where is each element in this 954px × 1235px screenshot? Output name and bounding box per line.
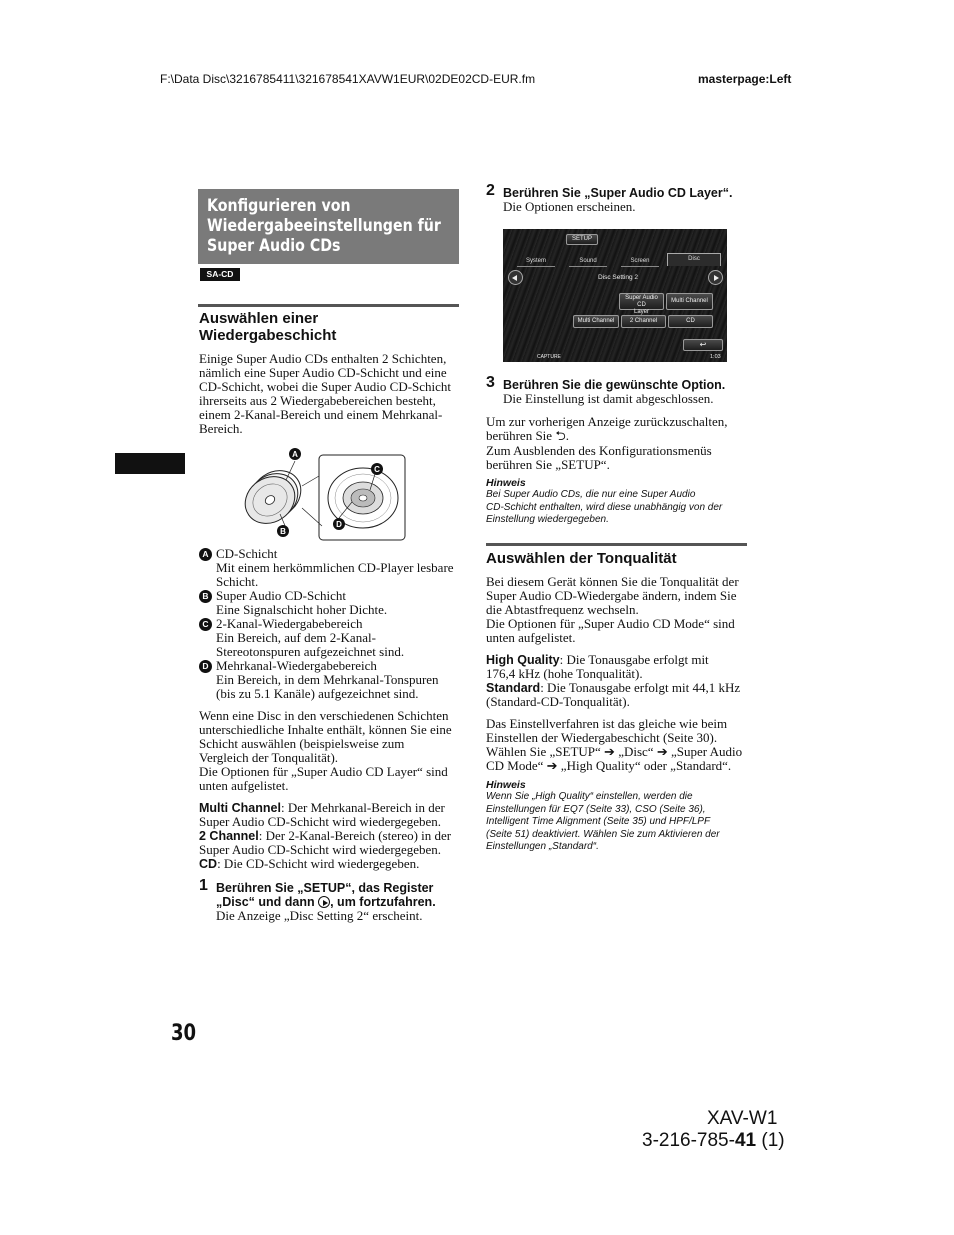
model-code: 3-216-785-41 (1)	[642, 1130, 785, 1151]
quality-options: High Quality: Die Tonausgabe erfolgt mit 176,4 kHz (hohe Tonqualität). Standard: Die Tonausgabe erfolgt mit 44,1 kHz (Standard-CD-Tonqualität).	[486, 652, 741, 709]
return-icon[interactable]: ↩	[683, 339, 723, 351]
next-arrow-icon[interactable]	[708, 270, 723, 285]
step-number: 1	[199, 877, 208, 894]
masterpage-label: masterpage:Left	[698, 72, 792, 86]
quality-procedure: Das Einstellverfahren ist das gleiche wie beim Einstellen der Wiedergabeschicht (Seite 30). Wählen Sie „SETUP“ ➔ „Disc“ ➔ „Super Audio CD Mode“ ➔ „High Quality“ oder „Standard“.	[486, 716, 743, 773]
capture-label: CAPTURE	[537, 354, 561, 360]
sacd-layer-value[interactable]: Multi Channel	[666, 293, 713, 310]
setup-button[interactable]: SETUP	[566, 234, 598, 245]
tab-system[interactable]: System	[517, 256, 555, 267]
page-title: Konfigurieren von Wiedergabeeinstellungen für Super Audio CDs	[198, 189, 459, 264]
page-number: 30	[171, 1021, 197, 1046]
sacd-layer-button[interactable]: Super Audio CD Layer	[619, 293, 664, 310]
hint-1: Hinweis Bei Super Audio CDs, die nur eine Super Audio CD-Schicht enthalten, wird diese unabhängig von der Einstellung wiedergegeben.	[486, 477, 723, 525]
choice-multi-channel[interactable]: Multi Channel	[573, 315, 619, 328]
layer-options: Multi Channel: Der Mehrkanal-Bereich in der Super Audio CD-Schicht wird wiedergegeben. 2 Channel: Der 2-Kanal-Bereich (stereo) in der Super Audio CD-Schicht wird wiedergegeben. CD: Die CD-Schicht wird wiedergegeben.	[199, 800, 452, 871]
step-number: 2	[486, 182, 495, 199]
legend-item-a: A CD-Schicht Mit einem herkömmlichen CD-Player lesbare Schicht.	[199, 547, 461, 561]
section-heading-quality: Auswählen der Tonqualität	[486, 550, 677, 567]
layer-paragraph: Wenn eine Disc in den verschiedenen Schichten unterschiedliche Inhalte enthält, können Sie eine Schicht auswählen (beispielsweise zum Vergleich der Tonqualität). Die Optionen für „Super Audio CD Layer“ sind unten aufgelistet.	[199, 708, 452, 793]
choice-cd[interactable]: CD	[668, 315, 713, 328]
step-2: Berühren Sie „Super Audio CD Layer“. Die Optionen erscheinen.	[503, 186, 733, 214]
step-3: Berühren Sie die gewünschte Option. Die Einstellung ist damit abgeschlossen.	[503, 378, 726, 406]
hint-2: Hinweis Wenn Sie „High Quality“ einstellen, werden die Einstellungen für EQ7 (Seite 33), CSO (Seite 36), Intelligent Time Alignment (Seite 35) und HPF/LPF (Seite 51) deaktiviert. Wählen Sie zum Aktivieren der Einstellungen „Standard“.	[486, 779, 720, 852]
tab-screen[interactable]: Screen	[621, 256, 659, 267]
chapter-tab	[115, 453, 185, 474]
intro-paragraph: Einige Super Audio CDs enthalten 2 Schichten, nämlich eine Super Audio CD-Schicht und eine CD-Schicht, wobei die Super Audio CD-Schicht ihrerseits aus 2 Wiedergabebereichen besteht, einem 2-Kanal-Bereich und einem Mehrkanal- Bereich.	[199, 351, 452, 436]
prev-arrow-icon[interactable]	[508, 270, 523, 285]
label-c: C	[374, 465, 380, 474]
quality-intro: Bei diesem Gerät können Sie die Tonqualität der Super Audio CD-Wiedergabe ändern, indem Sie die Abtastfrequenz wechseln. Die Optionen für „Super Audio CD Mode“ sind unten aufgelistet.	[486, 574, 739, 645]
disc-layer-diagram	[240, 446, 410, 541]
legend-item-b: B Super Audio CD-Schicht Eine Signalschicht hoher Dichte.	[199, 589, 461, 603]
label-b: B	[280, 527, 286, 536]
legend-item-d: D Mehrkanal-Wiedergabebereich Ein Bereich, in dem Mehrkanal-Tonspuren (bis zu 5.1 Kanäle) aufgezeichnet sind.	[199, 659, 461, 673]
label-a: A	[292, 450, 298, 459]
label-d: D	[336, 520, 342, 529]
section-rule	[486, 543, 747, 546]
return-paragraph: Um zur vorherigen Anzeige zurückzuschalten, berühren Sie ⮌. Zum Ausblenden des Konfigurationsmenüs berühren Sie „SETUP“.	[486, 414, 728, 472]
tab-disc[interactable]: Disc	[667, 253, 721, 266]
step-number: 3	[486, 374, 495, 391]
clock: 1:03	[710, 354, 721, 360]
model-name: XAV-W1	[707, 1108, 778, 1129]
forward-arrow-icon	[318, 896, 330, 908]
file-path: F:\Data Disc\3216785411\321678541XAVW1EUR\02DE02CD-EUR.fm	[160, 72, 536, 86]
section-rule	[198, 304, 459, 307]
sacd-badge: SA-CD	[200, 268, 240, 281]
section-heading-layer: Auswählen einer Wiedergabeschicht	[199, 310, 337, 344]
disc-setting-screen	[503, 229, 727, 362]
tab-sound[interactable]: Sound	[569, 256, 607, 267]
choice-2-channel[interactable]: 2 Channel	[621, 315, 666, 328]
legend-item-c: C 2-Kanal-Wiedergabebereich Ein Bereich, auf dem 2-Kanal- Stereotonspuren aufgezeichnet sind.	[199, 617, 461, 631]
screen-page-title: Disc Setting 2	[597, 274, 639, 281]
step-1: Berühren Sie „SETUP“, das Register „Disc“ und dann , um fortzufahren. Die Anzeige „Disc Setting 2“ erscheint.	[216, 881, 436, 923]
back-icon: ⮌	[555, 429, 566, 444]
